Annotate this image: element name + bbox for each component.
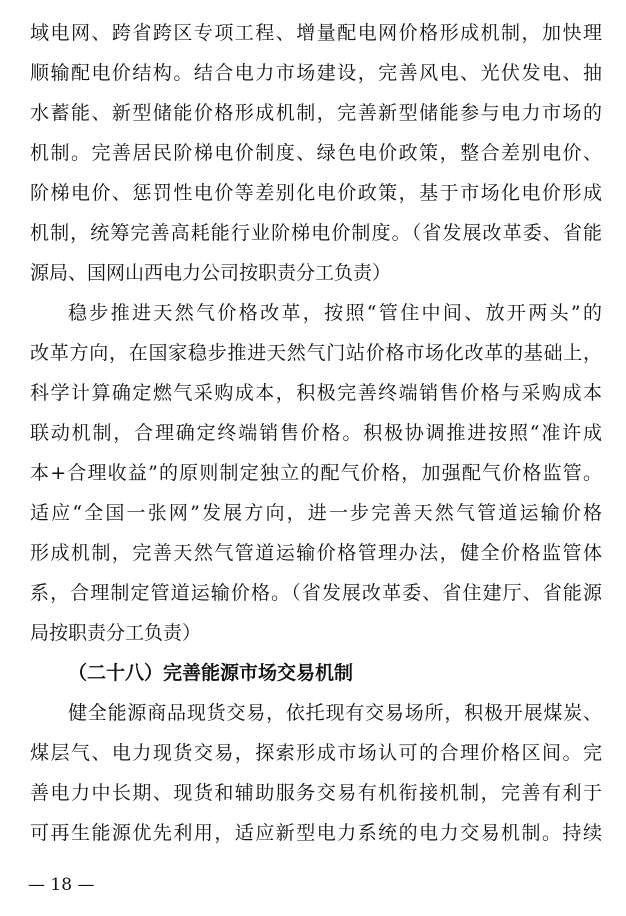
body-text-line: 形成机制，完善天然气管道运输价格管理办法，健全价格监管体 xyxy=(30,542,602,564)
body-text-line: 系，合理制定管道运输价格。（省发展改革委、省住建厅、省能源 xyxy=(30,582,602,604)
section-heading: （二十八）完善能源市场交易机制 xyxy=(68,662,354,684)
body-text-line: 源局、国网山西电力公司按职责分工负责） xyxy=(30,262,392,284)
body-text-line: 适应“全国一张网”发展方向，进一步完善天然气管道运输价格 xyxy=(30,502,602,524)
body-text-line: 阶梯电价、惩罚性电价等差别化电价政策，基于市场化电价形成 xyxy=(30,182,602,204)
body-text-line: 机制。完善居民阶梯电价制度、绿色电价政策，整合差别电价、 xyxy=(30,142,602,164)
body-text-line: 善电力中长期、现货和辅助服务交易有机衔接机制，完善有利于 xyxy=(30,782,602,804)
body-text-line: 域电网、跨省跨区专项工程、增量配电网价格形成机制，加快理 xyxy=(30,22,602,44)
body-text-line: 顺输配电价结构。结合电力市场建设，完善风电、光伏发电、抽 xyxy=(30,62,602,84)
body-text-line: 联动机制，合理确定终端销售价格。积极协调推进按照“准许成 xyxy=(30,422,602,444)
body-text-line: 可再生能源优先利用，适应新型电力系统的电力交易机制。持续 xyxy=(30,822,602,844)
paragraph-first-line: 健全能源商品现货交易，依托现有交易场所，积极开展煤炭、 xyxy=(68,702,602,724)
body-text-line: 科学计算确定燃气采购成本，积极完善终端销售价格与采购成本 xyxy=(30,382,602,404)
body-text-line: 局按职责分工负责） xyxy=(30,622,202,644)
paragraph-first-line: 稳步推进天然气价格改革，按照“管住中间、放开两头”的 xyxy=(68,302,602,324)
body-text-line: 机制，统筹完善高耗能行业阶梯电价制度。（省发展改革委、省能 xyxy=(30,222,602,244)
body-text-line: 改革方向，在国家稳步推进天然气门站价格市场化改革的基础上， xyxy=(30,342,602,364)
body-text-line: 煤层气、电力现货交易，探索形成市场认可的合理价格区间。完 xyxy=(30,742,602,764)
body-text-line: 水蓄能、新型储能价格形成机制，完善新型储能参与电力市场的 xyxy=(30,102,602,124)
body-text-line: 本+合理收益”的原则制定独立的配气价格，加强配气价格监管。 xyxy=(30,462,602,484)
page-number: — 18 — xyxy=(28,875,95,895)
